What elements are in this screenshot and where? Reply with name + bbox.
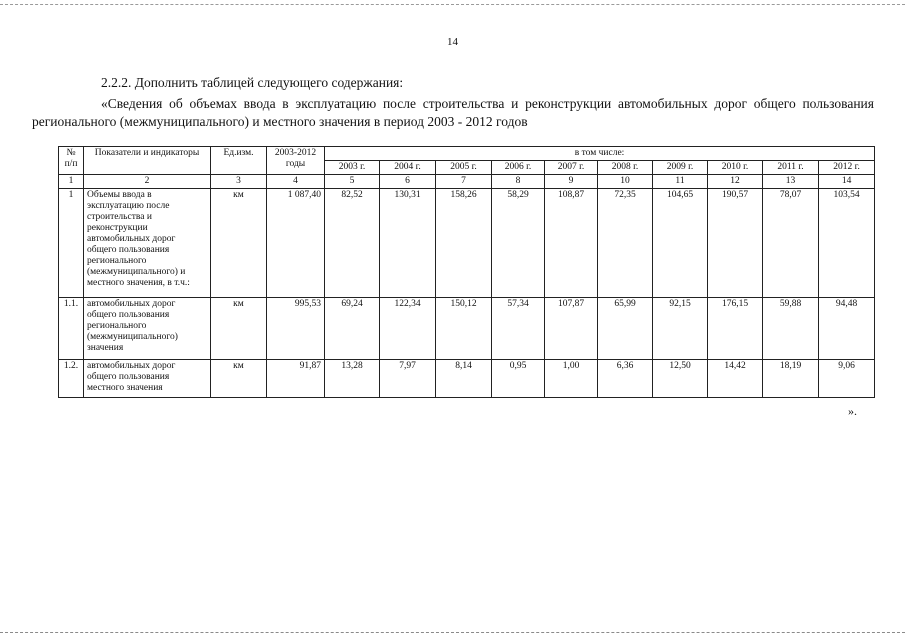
- column-number: 4: [267, 175, 325, 189]
- row-value: 150,12: [436, 298, 492, 360]
- scan-edge-top: [0, 4, 905, 5]
- header-year: 2012 г.: [819, 161, 875, 175]
- column-number: 2: [84, 175, 211, 189]
- header-unit: Ед.изм.: [211, 147, 267, 175]
- column-number: 3: [211, 175, 267, 189]
- table-row: [59, 298, 875, 360]
- row-value: 14,42: [708, 360, 763, 398]
- row-num: 1.1.: [59, 298, 84, 360]
- row-indicator: Объемы ввода в эксплуатацию после строительства и реконструкции автомобильных дорог общего пользования регионального (межмуниципального) и местного значения, в т.ч.:: [84, 189, 211, 298]
- row-value: 72,35: [598, 189, 653, 298]
- header-including: в том числе:: [325, 147, 875, 161]
- row-unit: км: [211, 189, 267, 298]
- column-number: 12: [708, 175, 763, 189]
- scan-edge-bottom: [0, 632, 905, 633]
- row-value: 13,28: [325, 360, 380, 398]
- table-body: [59, 147, 875, 398]
- row-value: 104,65: [653, 189, 708, 298]
- row-value: 8,14: [436, 360, 492, 398]
- table-row: [59, 360, 875, 398]
- header-year: 2003 г.: [325, 161, 380, 175]
- column-number: 11: [653, 175, 708, 189]
- header-year: 2009 г.: [653, 161, 708, 175]
- row-value: 122,34: [380, 298, 436, 360]
- header-year: 2008 г.: [598, 161, 653, 175]
- header-total-years: 2003-2012 годы: [267, 147, 325, 175]
- row-indicator: автомобильных дорог общего пользования местного значения: [84, 360, 211, 398]
- section-heading: 2.2.2. Дополнить таблицей следующего содержания:: [101, 75, 404, 90]
- row-value: 94,48: [819, 298, 875, 360]
- column-number: 14: [819, 175, 875, 189]
- header-year: 2011 г.: [763, 161, 819, 175]
- header-row-1: [59, 147, 875, 161]
- header-year: 2004 г.: [380, 161, 436, 175]
- row-value: 176,15: [708, 298, 763, 360]
- row-value: 103,54: [819, 189, 875, 298]
- row-value: 92,15: [653, 298, 708, 360]
- row-value: 12,50: [653, 360, 708, 398]
- header-year: 2005 г.: [436, 161, 492, 175]
- row-value: 65,99: [598, 298, 653, 360]
- row-value: 59,88: [763, 298, 819, 360]
- table-row: [59, 189, 875, 298]
- column-number: 8: [492, 175, 545, 189]
- row-value: 58,29: [492, 189, 545, 298]
- row-value: 57,34: [492, 298, 545, 360]
- header-year: 2007 г.: [545, 161, 598, 175]
- row-value: 7,97: [380, 360, 436, 398]
- row-value: 130,31: [380, 189, 436, 298]
- row-value: 82,52: [325, 189, 380, 298]
- table-title: «Сведения об объемах ввода в эксплуатацию после строительства и реконструкции автомобильных дорог общего пользования регионального (межмуниципального) и местного значения в период 2003 - 2012 годов: [32, 96, 874, 129]
- header-num: № п/п: [59, 147, 84, 175]
- row-indicator: автомобильных дорог общего пользования регионального (межмуниципального) значения: [84, 298, 211, 360]
- row-unit: км: [211, 360, 267, 398]
- column-number: 10: [598, 175, 653, 189]
- page-number: 14: [447, 36, 458, 48]
- row-total: 995,53: [267, 298, 325, 360]
- row-value: 6,36: [598, 360, 653, 398]
- row-num: 1: [59, 189, 84, 298]
- row-value: 158,26: [436, 189, 492, 298]
- row-num: 1.2.: [59, 360, 84, 398]
- road-commissioning-table: [58, 146, 875, 398]
- header-year: 2006 г.: [492, 161, 545, 175]
- row-unit: км: [211, 298, 267, 360]
- column-number: 5: [325, 175, 380, 189]
- row-value: 108,87: [545, 189, 598, 298]
- row-value: 9,06: [819, 360, 875, 398]
- closing-quote: ».: [848, 404, 857, 418]
- header-year: 2010 г.: [708, 161, 763, 175]
- row-value: 1,00: [545, 360, 598, 398]
- column-number: 9: [545, 175, 598, 189]
- row-value: 0,95: [492, 360, 545, 398]
- header-indicator: Показатели и индикаторы: [84, 147, 211, 175]
- row-total: 1 087,40: [267, 189, 325, 298]
- row-value: 18,19: [763, 360, 819, 398]
- column-number: 13: [763, 175, 819, 189]
- row-value: 69,24: [325, 298, 380, 360]
- row-value: 78,07: [763, 189, 819, 298]
- column-number: 7: [436, 175, 492, 189]
- row-value: 190,57: [708, 189, 763, 298]
- row-value: 107,87: [545, 298, 598, 360]
- column-number: 6: [380, 175, 436, 189]
- column-number: 1: [59, 175, 84, 189]
- row-total: 91,87: [267, 360, 325, 398]
- column-number-row: [59, 175, 875, 189]
